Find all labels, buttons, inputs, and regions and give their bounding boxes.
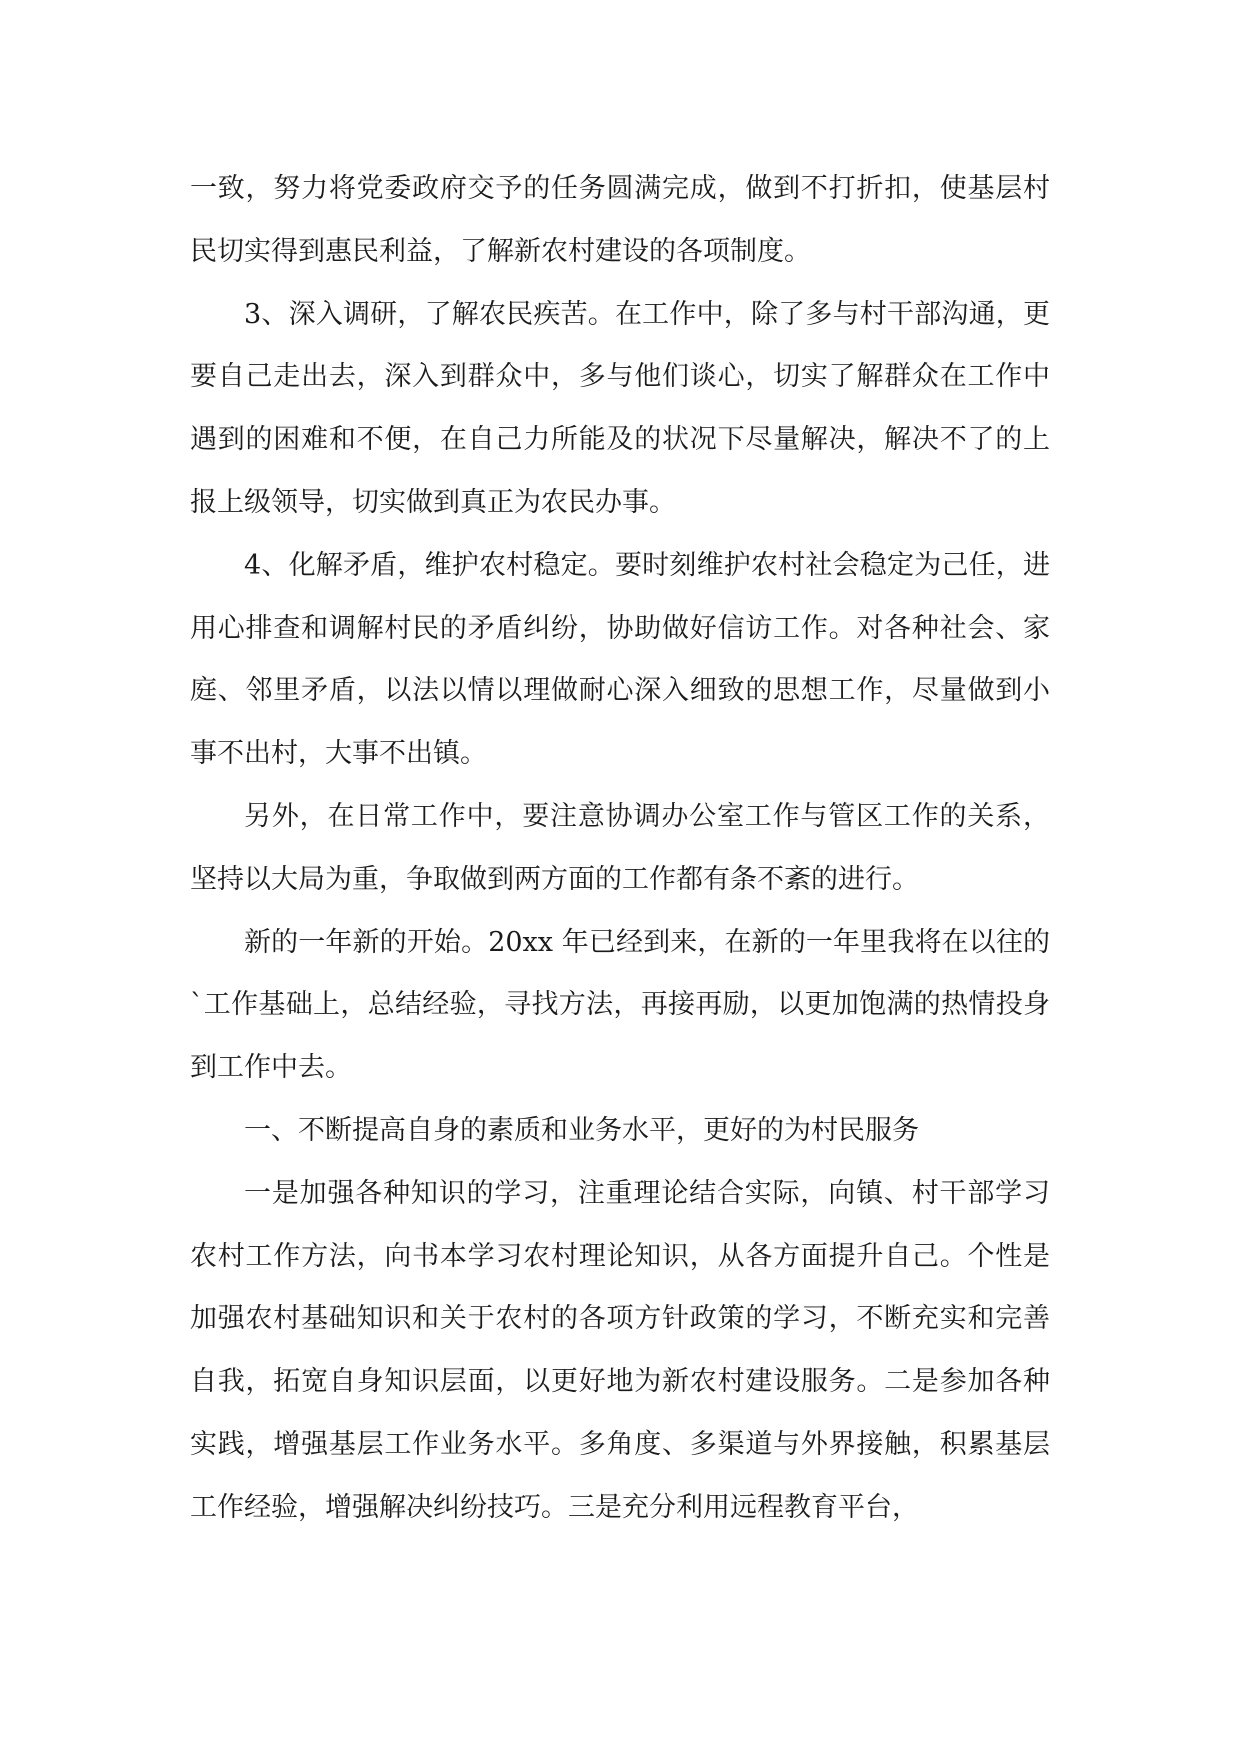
paragraph-3: 4、化解矛盾，维护农村稳定。要时刻维护农村社会稳定为己任，进用心排查和调解村民的矛盾纠纷，协助做好信访工作。对各种社会、家庭、邻里矛盾，以法以情以理做耐心深入细致的思想工作，尽量做到小事不出村，大事不出镇。	[190, 549, 1050, 770]
paragraph-6: 一是加强各种知识的学习，注重理论结合实际，向镇、村干部学习农村工作方法，向书本学习农村理论知识，从各方面提升自己。个性是加强农村基础知识和关于农村的各项方针政策的学习，不断充实和完善自我，拓宽自身知识层面，以更好地为新农村建设服务。二是参加各种实践，增强基层工作业务水平。多角度、多渠道与外界接触，积累基层工作经验，增强解决纠纷技巧。三是充分利用远程教育平台，	[190, 1177, 1050, 1523]
paragraph-2: 3、深入调研，了解农民疾苦。在工作中，除了多与村干部沟通，更要自己走出去，深入到群众中，多与他们谈心，切实了解群众在工作中遇到的困难和不便，在自己力所能及的状况下尽量解决，解决不了的上报上级领导，切实做到真正为农民办事。	[190, 298, 1050, 518]
paragraph-1: 一致，努力将党委政府交予的任务圆满完成，做到不打折扣，使基层村民切实得到惠民利益，了解新农村建设的各项制度。	[190, 173, 1050, 267]
paragraph-5: 新的一年新的开始。20xx 年已经到来，在新的一年里我将在以往的`工作基础上，总结经验，寻找方法，再接再励，以更加饱满的热情投身到工作中去。	[190, 926, 1050, 1084]
paragraph-4: 另外，在日常工作中，要注意协调办公室工作与管区工作的关系，坚持以大局为重，争取做到两方面的工作都有条不紊的进行。	[190, 800, 1050, 895]
document-body	[190, 158, 1050, 1540]
section-heading: 一、不断提高自身的素质和业务水平，更好的为村民服务	[244, 1114, 919, 1146]
